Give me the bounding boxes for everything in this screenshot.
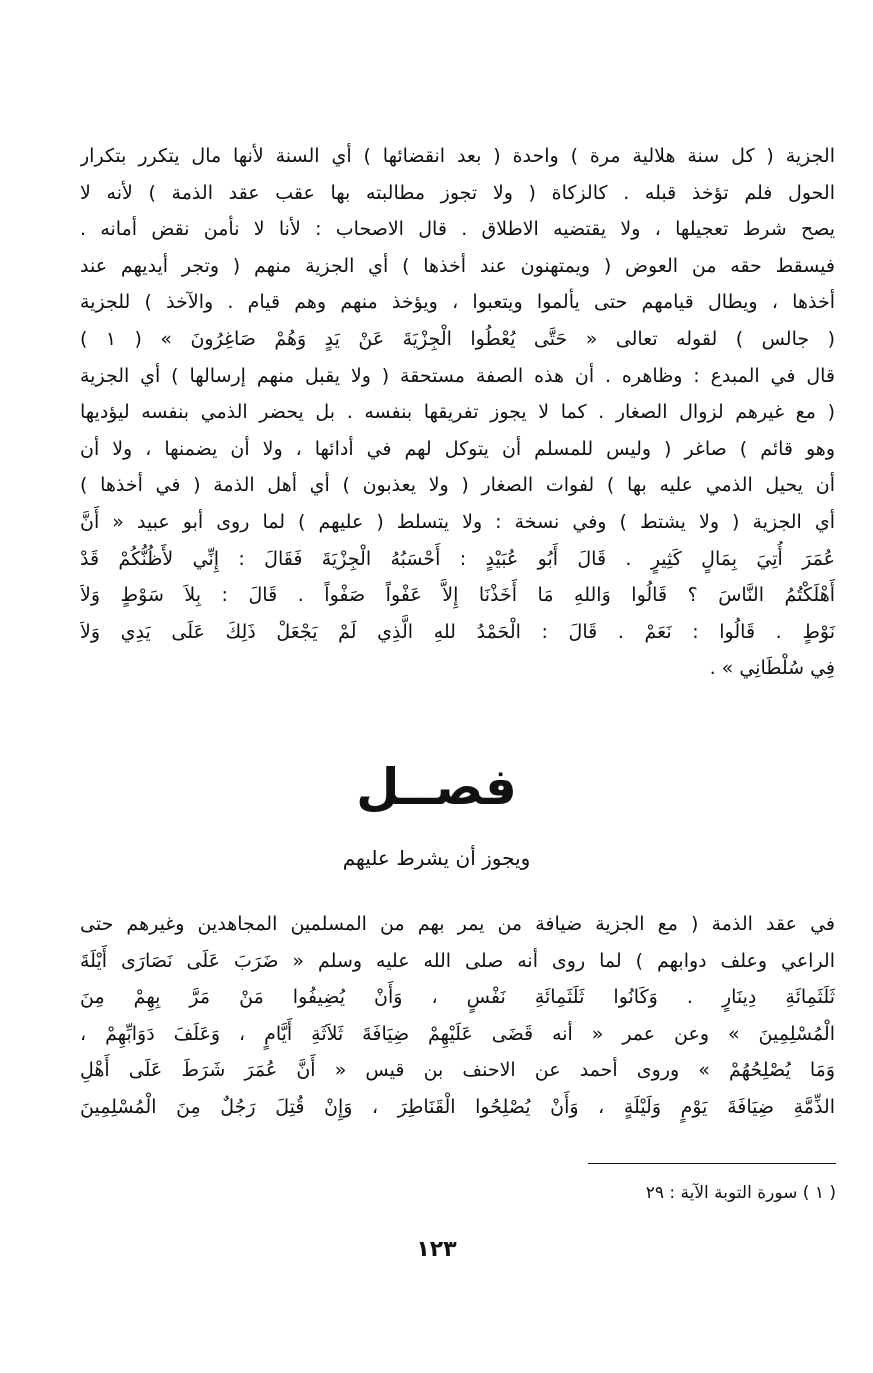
text-line: الراعي وعلف دوابهم ) لما روى أنه صلى الله عليه وسلم « ضَرَبَ عَلَى نَصَارَى أَيْلَةَ bbox=[80, 949, 835, 972]
text-line: نَوْطٍ . قَالُوا : نَعَمْ . قَالَ : الْحَمْدُ للهِ الَّذِي لَمْ يَجْعَلْ ذَلِكَ عَلَى يَدِي وَلاَ bbox=[80, 620, 835, 643]
text-line: ( جالس ) لقوله تعالى « حَتَّى يُعْطُوا الْجِزْيَةَ عَنْ يَدٍ وَهُمْ صَاغِرُونَ » ( ١ ) bbox=[80, 327, 835, 350]
footnote-divider bbox=[588, 1163, 836, 1164]
text-line: الحول فلم تؤخذ قبله . كالزكاة ( ولا تجوز مطالبته بها عقب عقد الذمة ) لأنه لا bbox=[80, 181, 835, 204]
section-subheading: ويجوز أن يشرط عليهم bbox=[342, 846, 531, 870]
page-number: ١٢٣ bbox=[416, 1237, 457, 1262]
text-line: عُمَرَ أُتِيَ بِمَالٍ كَثِيرٍ . قَالَ أَبُو عُبَيْدٍ : أَحْسَبُهُ الْجِزْيَةَ فَقَالَ : إِنِّي لأَظُنُّكُمْ قَدْ bbox=[80, 547, 835, 570]
text-line: قال في المبدع : وظاهره . أن هذه الصفة مستحقة ( ولا يقبل منهم إرسالها ) أي الجزية bbox=[80, 364, 835, 387]
text-line: في عقد الذمة ( مع الجزية ضيافة من يمر بهم من المسلمين المجاهدين وغيرهم حتى bbox=[80, 913, 835, 935]
text-line: أخذها ، ويطال قيامهم حتى يألموا ويتعبوا ، ويؤخذ منهم وهم قيام . والآخذ ) للجزية bbox=[80, 291, 835, 314]
section-heading: فصــل bbox=[356, 758, 517, 816]
text-line: فِي سُلْطَانِي » . bbox=[709, 657, 835, 680]
text-line: وَمَا يُصْلِحُهُمْ » وروى أحمد عن الاحنف بن قيس « أَنَّ عُمَرَ شَرَطَ عَلَى أَهْلِ bbox=[80, 1059, 835, 1082]
text-line: ثَلَثَمِائَةِ دِينَارٍ . وَكَانُوا ثَلَثَمِائَةِ نَفْسٍ ، وَأَنْ يُضِيفُوا مَنْ مَرَّ بِهِمْ مِنَ bbox=[80, 986, 835, 1009]
section-text-block bbox=[80, 906, 835, 1126]
text-line: الذِّمَّةِ ضِيَافَةَ يَوْمٍ وَلَيْلَةٍ ، وَأَنْ يُصْلِحُوا الْقَنَاطِرَ ، وَإِنْ قُتِلَ رَجُلٌ مِنَ الْمُسْلِمِينَ bbox=[80, 1095, 835, 1118]
text-line: أَهْلَكْتُمُ النَّاسَ ؟ قَالُوا وَاللهِ مَا أَخَذْنَا إِلاَّ عَفْواً صَفْواً . قَالَ : بِلاَ سَوْطٍ وَلاَ bbox=[80, 584, 835, 607]
text-line: الجزية ( كل سنة هلالية مرة ) واحدة ( بعد انقضائها ) أي السنة لأنها مال يتكرر بتكرار bbox=[80, 145, 835, 167]
text-line: ( مع غيرهم لزوال الصغار . كما لا يجوز تفريقها بنفسه . بل يحضر الذمي بنفسه ليؤديها bbox=[80, 401, 835, 424]
text-line: فيسقط حقه من العوض ( ويمتهنون عند أخذها ) أي الجزية منهم ( وتجر أيديهم عند bbox=[80, 254, 835, 277]
text-line: أي الجزية ( ولا يشتط ) وفي نسخة : ولا يتسلط ( عليهم ) لما روى أبو عبيد « أَنَّ bbox=[80, 510, 835, 533]
main-text-block bbox=[80, 138, 835, 687]
footnote: ( ١ ) سورة التوبة الآية : ٢٩ bbox=[645, 1183, 836, 1203]
text-line: أن يحيل الذمي عليه بها ) لفوات الصغار ( ولا يعذبون ) أي أهل الذمة ( في أخذها ) bbox=[80, 474, 835, 497]
text-line: الْمُسْلِمِينَ » وعن عمر « أنه قَضَى عَلَيْهِمْ ضِيَافَةَ ثَلاَثَةِ أَيَّامٍ ، وَعَلَفَ دَوَابِّهِمْ ، bbox=[80, 1022, 835, 1045]
text-line: وهو قائم ) صاغر ( وليس للمسلم أن يتوكل لهم في أدائها ، ولا أن يضمنها ، ولا أن bbox=[80, 437, 835, 460]
text-line: يصح شرط تعجيلها ، ولا يقتضيه الاطلاق . قال الاصحاب : لأنا لا نأمن نقض أمانه . bbox=[80, 218, 835, 241]
